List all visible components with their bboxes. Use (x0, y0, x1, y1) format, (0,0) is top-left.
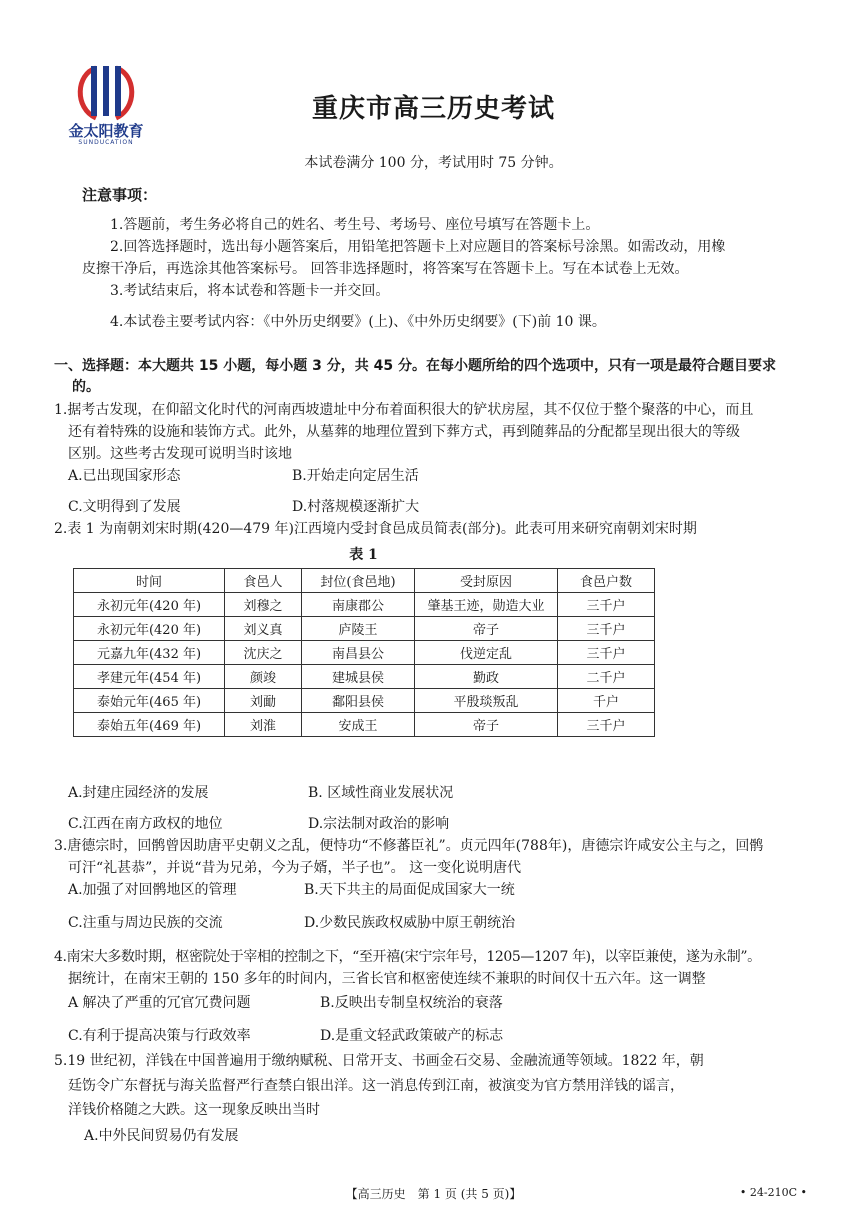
table-cell: 勤政 (415, 665, 558, 689)
table-header-cell: 食邑户数 (558, 569, 655, 593)
table-row (74, 689, 655, 713)
question-2-stem: 2.表 1 为南朝刘宋时期(420—479 年)江西境内受封食邑成员简表(部分)。此表可用来研究南朝刘宋时期 (54, 521, 697, 537)
section-heading-cont: 的。 (72, 379, 100, 395)
exam-subtitle: 本试卷满分 100 分，考试用时 75 分钟。 (304, 155, 563, 171)
table-cell: 三千户 (558, 617, 655, 641)
table-cell: 帝子 (415, 617, 558, 641)
notice-item: 1.答题前，考生务必将自己的姓名、考生号、考场号、座位号填写在答题卡上。 (110, 217, 600, 233)
question-3-option-a: A.加强了对回鹘地区的管理 (68, 882, 237, 898)
table-cell: 孝建元年(454 年) (74, 665, 225, 689)
table-row (74, 641, 655, 665)
question-4-option-b: B.反映出专制皇权统治的衰落 (320, 995, 503, 1011)
question-5-option-a: A.中外民间贸易仍有发展 (84, 1128, 239, 1144)
table-cell: 建城县侯 (302, 665, 415, 689)
table-cell: 泰始五年(469 年) (74, 713, 225, 737)
notice-item: 3.考试结束后，将本试卷和答题卡一并交回。 (110, 283, 390, 299)
table-cell: 颜竣 (225, 665, 302, 689)
question-5-stem: 廷饬令广东督抚与海关监督严行查禁白银出洋。这一消息传到江南，被演变为官方禁用洋钱的谣言， (68, 1078, 684, 1094)
table-cell: 千户 (558, 689, 655, 713)
table-row (74, 713, 655, 737)
logo-name: 金太阳教育 (68, 122, 144, 140)
data-table (73, 568, 655, 737)
notice-item: 皮擦干净后，再选涂其他答案标号。 回答非选择题时，将答案写在答题卡上。写在本试卷上无效。 (82, 261, 689, 277)
table-cell: 鄱阳县侯 (302, 689, 415, 713)
table-cell: 伐逆定乱 (415, 641, 558, 665)
question-4-stem: 4.南宋大多数时期，枢密院处于宰相的控制之下，“至开禧(宋宁宗年号，1205—1207 年)，以宰臣兼使，遂为永制”。 (54, 949, 761, 965)
question-3-stem: 3.唐德宗时，回鹘曾因助唐平史朝义之乱，便恃功“不修蕃臣礼”。贞元四年(788年)，唐德宗许咸安公主与之，回鹘 (54, 838, 764, 854)
table-cell: 庐陵王 (302, 617, 415, 641)
table-header-cell: 受封原因 (415, 569, 558, 593)
exam-title: 重庆市高三历史考试 (311, 94, 555, 124)
question-5-stem: 洋钱价格随之大跌。这一现象反映出当时 (68, 1102, 320, 1118)
table-header-cell: 食邑人 (225, 569, 302, 593)
section-heading: 一、选择题：本大题共 15 小题，每小题 3 分，共 45 分。在每小题所给的四个选项中，只有一项是最符合题目要求 (54, 358, 776, 374)
table-cell: 刘义真 (225, 617, 302, 641)
question-1-stem: 1.据考古发现，在仰韶文化时代的河南西坡遗址中分布着面积很大的铲状房屋，其不仅位于整个聚落的中心，而且 (54, 402, 754, 418)
table-header-row (74, 569, 655, 593)
table-cell: 三千户 (558, 641, 655, 665)
table-cell: 泰始元年(465 年) (74, 689, 225, 713)
table-cell: 三千户 (558, 593, 655, 617)
table-row (74, 593, 655, 617)
question-5-stem: 5.19 世纪初，洋钱在中国普遍用于缴纳赋税、日常开支、书画金石交易、金融流通等领域。1822 年，朝 (54, 1053, 704, 1069)
table-cell: 二千户 (558, 665, 655, 689)
question-1-option-d: D.村落规模逐渐扩大 (292, 499, 420, 515)
table-cell: 南昌县公 (302, 641, 415, 665)
table-caption: 表 1 (349, 547, 378, 563)
question-4-option-a: A 解决了严重的冗官冗费问题 (68, 995, 251, 1011)
logo-english: SUNDUCATION (78, 139, 134, 146)
question-1-option-b: B.开始走向定居生活 (292, 468, 419, 484)
question-4-option-c: C.有利于提高决策与行政效率 (68, 1028, 251, 1044)
question-3-option-d: D.少数民族政权威胁中原王朝统治 (304, 915, 516, 931)
question-2-option-c: C.江西在南方政权的地位 (68, 816, 223, 832)
table-cell: 元嘉九年(432 年) (74, 641, 225, 665)
table-cell: 沈庆之 (225, 641, 302, 665)
notice-heading: 注意事项： (82, 186, 158, 204)
table-cell: 南康郡公 (302, 593, 415, 617)
table-header-cell: 时间 (74, 569, 225, 593)
table-cell: 刘淮 (225, 713, 302, 737)
question-2-option-b: B. 区域性商业发展状况 (308, 785, 454, 801)
table-row (74, 617, 655, 641)
paper-code: • 24-210C • (739, 1186, 807, 1199)
question-3-stem: 可汗“礼甚恭”，并说“昔为兄弟，今为子婿，半子也”。 这一变化说明唐代 (68, 860, 522, 876)
question-2-option-d: D.宗法制对政治的影响 (308, 816, 450, 832)
table-cell: 永初元年(420 年) (74, 593, 225, 617)
table-cell: 三千户 (558, 713, 655, 737)
question-4-stem: 据统计，在南宋王朝的 150 多年的时间内，三省长官和枢密使连续不兼职的时间仅十五六年。这一调整 (68, 971, 706, 987)
table-cell: 肇基王迹，勋造大业 (415, 593, 558, 617)
question-1-stem: 还有着特殊的设施和装饰方式。此外，从墓葬的地理位置到下葬方式，再到随葬品的分配都呈现出很大的等级 (68, 424, 740, 440)
question-1-option-a: A.已出现国家形态 (68, 468, 181, 484)
table-cell: 平殷琰叛乱 (415, 689, 558, 713)
question-3-option-c: C.注重与周边民族的交流 (68, 915, 223, 931)
table-cell: 帝子 (415, 713, 558, 737)
table-cell: 刘勔 (225, 689, 302, 713)
table-cell: 刘穆之 (225, 593, 302, 617)
question-2-option-a: A.封建庄园经济的发展 (68, 785, 209, 801)
question-4-option-d: D.是重文轻武政策破产的标志 (320, 1028, 504, 1044)
table-row (74, 665, 655, 689)
notice-item: 4.本试卷主要考试内容：《中外历史纲要》(上)、《中外历史纲要》(下)前 10 课。 (110, 314, 606, 330)
question-3-option-b: B.天下共主的局面促成国家大一统 (304, 882, 515, 898)
question-1-option-c: C.文明得到了发展 (68, 499, 181, 515)
table-header-cell: 封位(食邑地) (302, 569, 415, 593)
table-cell: 安成王 (302, 713, 415, 737)
notice-item: 2.回答选择题时，选出每小题答案后，用铅笔把答题卡上对应题目的答案标号涂黑。如需改动，用橡 (110, 239, 726, 255)
question-1-stem: 区别。这些考古发现可说明当时该地 (68, 446, 292, 462)
table-cell: 永初元年(420 年) (74, 617, 225, 641)
page-footer: 【高三历史 第 1 页 (共 5 页)】 (345, 1187, 522, 1201)
